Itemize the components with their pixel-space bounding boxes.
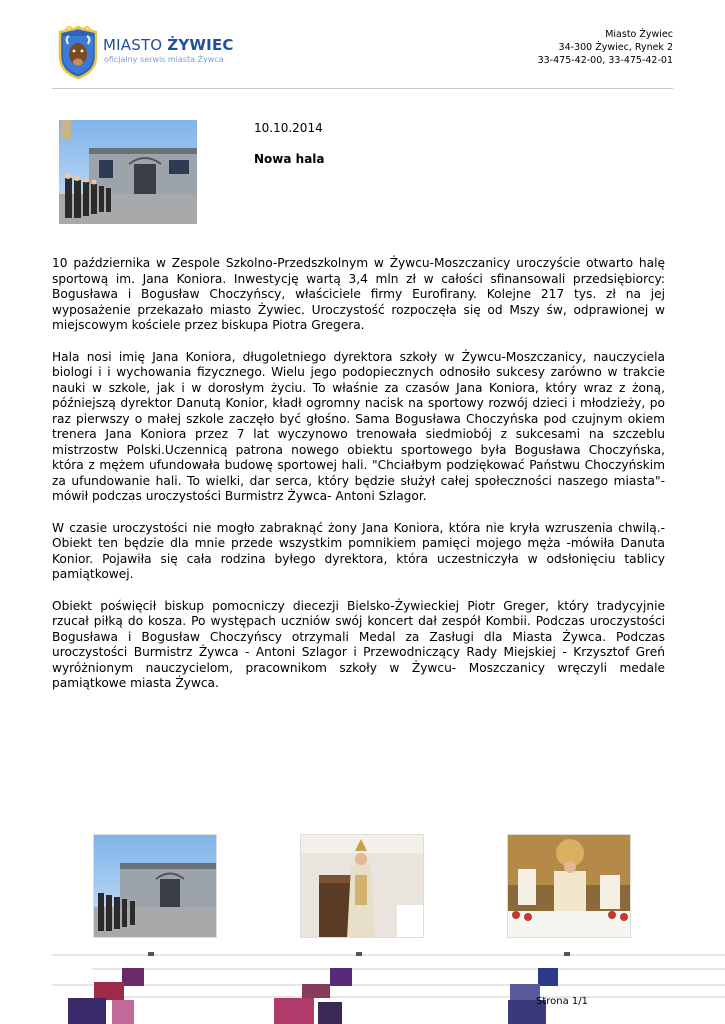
logo-tagline: oficjalny serwis miasta Żywca bbox=[104, 55, 224, 64]
header-divider bbox=[52, 88, 673, 89]
gallery-photo-building[interactable] bbox=[93, 834, 217, 938]
gallery-photo-mass[interactable] bbox=[507, 834, 631, 938]
logo-wordmark-part1: MIASTO bbox=[103, 36, 168, 54]
article-body bbox=[52, 256, 665, 708]
gallery-thumbnail-strip bbox=[52, 950, 725, 1024]
contact-phones: 33-475-42-00, 33-475-42-01 bbox=[537, 55, 673, 66]
article-paragraph: W czasie uroczystości nie mogło zabraknąć żony Jana Koniora, która nie kryła wzruszenia chwilą.-Obiekt ten będzie dla mnie przede wszystkim pomnikiem pamięci mojego męża -mówiła Danuta Konior. Pojawiła się cała rodzina byłego dyrektora, która uczestniczyła w odsłonięciu tablicy pamiątkowej. bbox=[52, 520, 665, 581]
page-number: Strona 1/1 bbox=[536, 996, 589, 1007]
article-main-photo[interactable] bbox=[59, 120, 197, 224]
article-date: 10.10.2014 bbox=[254, 121, 323, 135]
logo-wordmark[interactable] bbox=[103, 36, 234, 54]
contact-block bbox=[538, 28, 673, 67]
article-paragraph: Obiekt poświęcił biskup pomocniczy diecezji Bielsko-Żywieckiej Piotr Greger, który tradycyjnie rzucał piłką do kosza. Po występach uczniów swój koncert dał zespół Kombii. Podczas uroczystości Bogusława i Bogusław Choczyńscy otrzymali Medal za Zasługi dla Miasta Żywca. Podczas uroczystości Burmistrz Żywca - Antoni Szlagor i Przewodniczący Rady Miejskiej - Krzysztof Greń wyróżnionym nauczycielom, pracownikom szkoły w Żywcu- Moszczanicy wręczyli medale pamiątkowe miasta Żywca. bbox=[52, 598, 665, 690]
gallery-photo-bishop[interactable] bbox=[300, 834, 424, 938]
city-crest-logo[interactable] bbox=[57, 26, 99, 80]
article-title: Nowa hala bbox=[254, 152, 325, 166]
logo-wordmark-part2: ŻYWIEC bbox=[167, 36, 234, 54]
contact-name: Miasto Żywiec bbox=[605, 29, 673, 40]
contact-address: 34-300 Żywiec, Rynek 2 bbox=[558, 42, 673, 53]
article-paragraph: Hala nosi imię Jana Koniora, długoletniego dyrektora szkoły w Żywcu-Moszczanicy, nauczyciela biologi i i wychowania fizycznego. Wielu jego podopiecznych odnosiło sukcesy zarówno w trakcie nauki w szkole, jak i w dorosłym życiu. To właśnie za czasów Jana Koniora, który wraz z żoną, późniejszą dyrektor Danutą Konior, kładł ogromny nacisk na sportowy rozwój dzieci i młodzieży, po raz pierwszy o małej szkole zaczęło być głośno. Sama Bogusława Choczyńska pod czujnym okiem trenera Jana Koniora przez 7 lat wyczynowo trenowała siedmiobój z sukcesami na szczeblu mistrzostw Polski.Uczennicą patrona nowego obiektu sportowego była Bogusława Choczyńska, która z mężem ufundowała budowę sportowej hali. "Chciałbym podziękować Państwu Choczyńskim za ufundowanie hali. To wielki, dar serca, który będzie służył całej społeczności naszego miasta"- mówił podczas uroczystości Burmistrz Żywca- Antoni Szlagor. bbox=[52, 349, 665, 503]
article-paragraph: 10 października w Zespole Szkolno-Przedszkolnym w Żywcu-Moszczanicy uroczyście otwarto halę sportową im. Jana Koniora. Inwestycję wartą 3,4 mln zł w całości sfinansowali przedsiębiorcy: Bogusława i Bogusław Choczyńscy, właściciele firmy Eurofirany. Kolejne 217 tys. zł na jej wyposażenie przekazało miasto Żywiec. Uroczystość rozpoczęła się od Mszy św, odprawionej w miejscowym kościele przez biskupa Piotra Gregera. bbox=[52, 256, 665, 332]
